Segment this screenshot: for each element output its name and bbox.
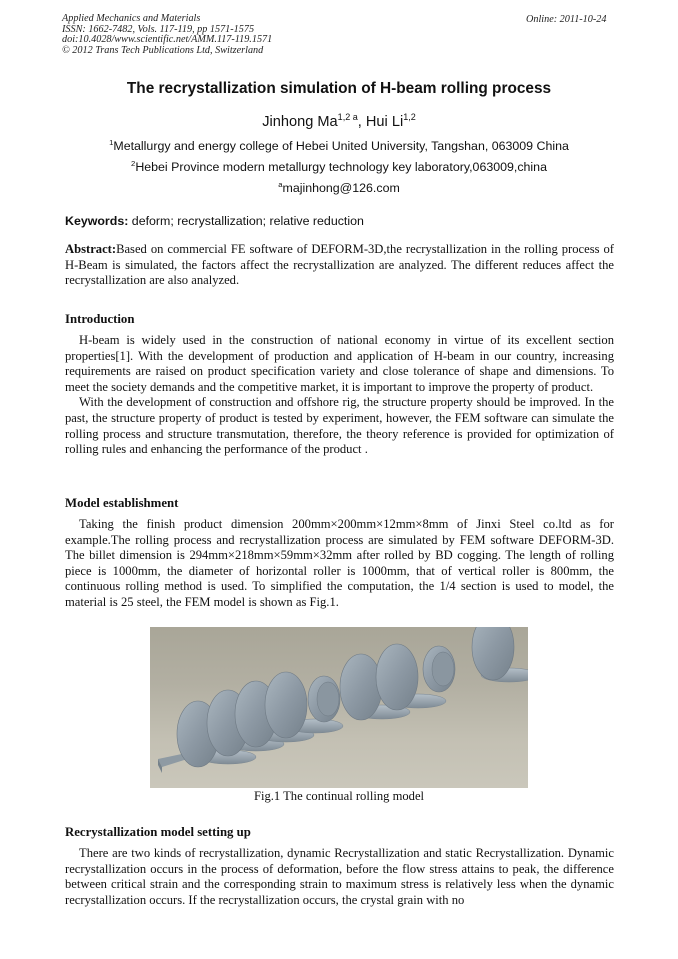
affiliation-2 [0, 160, 678, 174]
affiliation-sup: 2 [131, 158, 136, 168]
figure-caption: Fig.1 The continual rolling model [253, 789, 425, 803]
abstract [65, 242, 614, 289]
paragraph: H-beam is widely used in the construction of national economy in virtue of its excellent section properties[1]. With the development of production and application of H-beam in our country, increasing requirements are raised on product specification variety and close tolerance of shape and dimensions. To meet the society demands and the competitive market, it is important to improve the property of product. [65, 333, 614, 394]
affiliation-1 [0, 139, 678, 153]
affiliation-text: Metallurgy and energy college of Hebei United University, Tangshan, 063009 China [113, 139, 569, 153]
author-sup: 1,2 a [337, 112, 358, 123]
paragraph: Taking the finish product dimension 200mm×200mm×12mm×8mm of Jinxi Steel co.ltd as for example.The rolling process and recrystallization process are simulated by FEM software DEFORM-3D. The billet dimension is 294mm×218mm×59mm×32mm after rolled by BD cogging. The length of rolling piece is 1000mm, the diameter of horizontal roller is 1000mm, that of vertical roller is 800mm, the continuous rolling method is used. To simplified the computation, the 1/4 section is used to model, the material is 25 steel, the FEM model is shown as Fig.1. [65, 517, 614, 609]
journal-header [62, 14, 272, 56]
abstract-label: Abstract: [65, 242, 117, 256]
email-text[interactable]: majinhong@126.com [282, 181, 400, 195]
figure-rolling-model [150, 627, 528, 788]
abstract-text: Based on commercial FE software of DEFORM-3D,the recrystallization in the rolling process of H-Beam is simulated, the factors affect the recrystallization are analyzed. The different reduces affect the recrystallization are also analyzed. [65, 242, 614, 288]
rolling-model-illustration [150, 627, 528, 788]
author-name: Hui Li [365, 114, 404, 130]
recrystallization-model-body [65, 846, 614, 908]
paper-title: The recrystallization simulation of H-beam rolling process [126, 80, 552, 97]
journal-name: Applied Mechanics and Materials [62, 13, 201, 24]
author-list [0, 114, 678, 130]
affiliation-text: Hebei Province modern metallurgy technology key laboratory,063009,china [135, 160, 547, 174]
paragraph: There are two kinds of recrystallization, dynamic Recrystallization and static Recrystallization. Dynamic recrystallization occurs in the process of deformation, before the flow stress attains to peak, the difference between critical strain and the corresponding strain to maximum stress is relatively less when the dynamic recrystallization occurs. If the recrystallization occurs, the crystal grain with no [65, 846, 614, 907]
section-heading-introduction: Introduction [65, 312, 135, 326]
keywords [65, 214, 364, 228]
paragraph: With the development of construction and offshore rig, the structure property should be improved. In the past, the structure property of product is tested by experiment, however, the FEM software can simulate the rolling process and structure transmutation, therefore, the theory reference is provided for optimization of rolling rules and enhancing the performance of the product . [65, 395, 614, 457]
copyright-line: © 2012 Trans Tech Publications Ltd, Switzerland [62, 44, 264, 56]
author-separator: , [357, 114, 366, 130]
model-establishment-body [65, 517, 614, 611]
section-heading-model-establishment: Model establishment [65, 496, 179, 510]
author-name: Jinhong Ma [262, 114, 338, 130]
keywords-label: Keywords: [65, 214, 129, 228]
affiliation-sup: 1 [109, 137, 114, 147]
introduction-body [65, 333, 614, 458]
keywords-text: deform; recrystallization; relative reduction [128, 214, 364, 228]
doi-line: doi:10.4028/www.scientific.net/AMM.117-119.1571 [62, 34, 273, 46]
author-sup: 1,2 [403, 112, 416, 123]
author-email [0, 181, 678, 195]
online-date: Online: 2011-10-24 [526, 14, 607, 25]
issn-line: ISSN: 1662-7482, Vols. 117-119, pp 1571-1575 [62, 23, 255, 35]
affiliation-sup: a [278, 179, 283, 189]
section-heading-recrystallization-model: Recrystallization model setting up [65, 825, 251, 839]
